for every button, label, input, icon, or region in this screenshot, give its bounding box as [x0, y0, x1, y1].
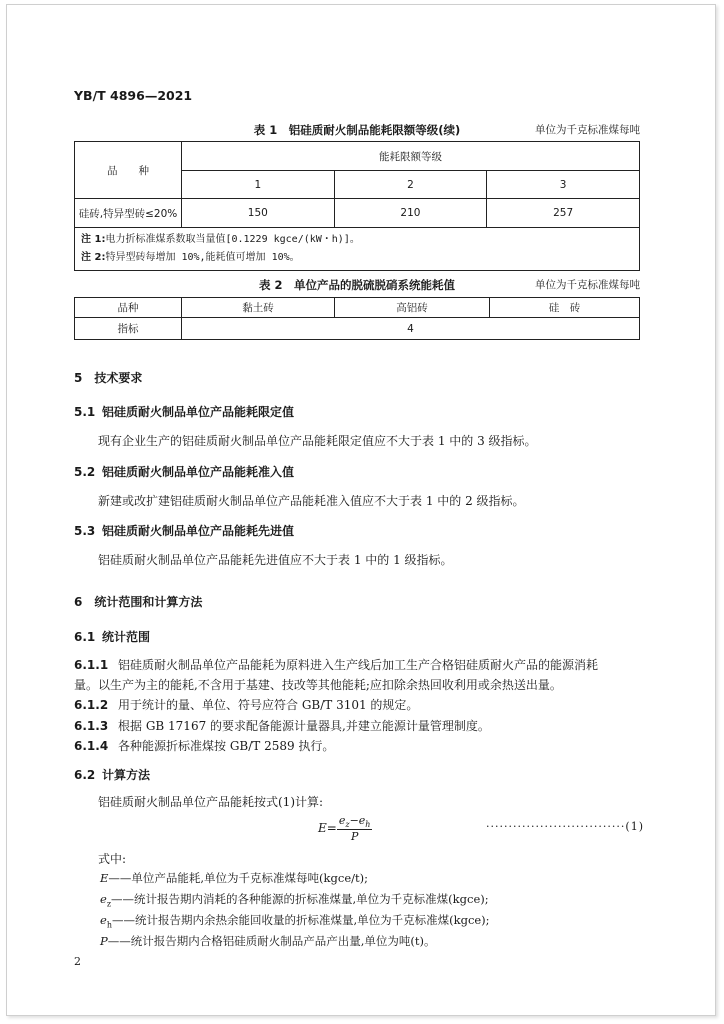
- table1-grade-1: 1: [182, 171, 335, 199]
- var-e: E——单位产品能耗,单位为千克标准煤每吨(kgce/t);: [100, 871, 368, 885]
- table1-note1-text: 电力折标准煤系数取当量值[0.1229 kgce/(kW・h)]。: [105, 234, 360, 245]
- formula-lhs: E=: [318, 821, 337, 836]
- table1-header-grade: 能耗限额等级: [182, 142, 640, 171]
- formula-1: [318, 814, 372, 843]
- formula-numerator: $e_z-e_h$: [338, 814, 371, 830]
- table1-notes: [75, 228, 640, 271]
- section-6-1-1-continued: 量。以生产为主的能耗,不含用于基建、技改等其他能耗;应扣除余热回收利用或余热送出量。: [74, 678, 562, 692]
- table1-note2-label: 注 2:: [81, 252, 106, 263]
- section-5-3-heading: 5.3 铝硅质耐火制品单位产品能耗先进值: [74, 524, 295, 538]
- section-5-2-heading: 5.2 铝硅质耐火制品单位产品能耗准入值: [74, 465, 295, 479]
- page-number: 2: [74, 955, 81, 968]
- table2-row-label: 指标: [75, 318, 182, 340]
- section-6-2-heading: 6.2 计算方法: [74, 768, 151, 782]
- table1-value-1: 150: [182, 199, 335, 228]
- section-6-2-text: 铝硅质耐火制品单位产品能耗按式(1)计算:: [98, 795, 324, 809]
- table1-value-2: 210: [334, 199, 487, 228]
- section-6-1-4: 6.1.4 各种能源折标准煤按 GB/T 2589 执行。: [74, 739, 335, 753]
- section-5-1-text: 现有企业生产的铝硅质耐火制品单位产品能耗限定值应不大于表 1 中的 3 级指标。: [98, 434, 537, 448]
- table1-header-variety: 品 种: [75, 142, 182, 199]
- table1-unit: 单位为千克标准煤每吨: [535, 124, 640, 136]
- var-ez: $e_z——$统计报告期内消耗的各种能源的折标准煤量,单位为千克标准煤(kgce);: [100, 892, 489, 909]
- formula-denominator: P: [350, 830, 359, 844]
- table1-caption: 表 1 铝硅质耐火制品能耗限额等级(续): [253, 123, 461, 137]
- section-5-heading: 5 技术要求: [74, 371, 143, 385]
- table2-head-silica: 硅 砖: [490, 298, 640, 318]
- var-p: P——统计报告期内合格铝硅质耐火制品产品产出量,单位为吨(t)。: [100, 934, 436, 948]
- table2-head-high-alumina: 高铝砖: [335, 298, 490, 318]
- where-label: 式中:: [98, 852, 127, 866]
- table2-head-variety: 品种: [75, 298, 182, 318]
- table2-row-value: 4: [182, 318, 640, 340]
- section-6-heading: 6 统计范围和计算方法: [74, 595, 203, 609]
- section-6-1-2: 6.1.2 用于统计的量、单位、符号应符合 GB/T 3101 的规定。: [74, 698, 419, 712]
- standard-code: YB/T 4896—2021: [74, 88, 193, 103]
- table1-row-name: 硅砖,特异型砖≤20%: [75, 199, 182, 228]
- table1-value-3: 257: [487, 199, 640, 228]
- table2-caption: 表 2 单位产品的脱硫脱硝系统能耗值: [258, 278, 455, 292]
- formula-fraction: [337, 814, 373, 843]
- table1-grade-2: 2: [334, 171, 487, 199]
- section-5-1-heading: 5.1 铝硅质耐火制品单位产品能耗限定值: [74, 405, 295, 419]
- table2-unit: 单位为千克标准煤每吨: [535, 279, 640, 291]
- section-5-3-text: 铝硅质耐火制品单位产品能耗先进值应不大于表 1 中的 1 级指标。: [98, 553, 453, 567]
- section-6-1-heading: 6.1 统计范围: [74, 630, 151, 644]
- table1-grade-3: 3: [487, 171, 640, 199]
- section-5-2-text: 新建或改扩建铝硅质耐火制品单位产品能耗准入值应不大于表 1 中的 2 级指标。: [98, 494, 525, 508]
- section-6-1-1: 6.1.1 铝硅质耐火制品单位产品能耗为原料进入生产线后加工生产合格铝硅质耐火产品的能源消耗: [74, 658, 599, 672]
- var-eh: $e_h——$统计报告期内余热余能回收量的折标准煤量,单位为千克标准煤(kgce);: [100, 913, 490, 930]
- formula-number: ·······························(1): [486, 820, 644, 833]
- table1: [74, 141, 640, 271]
- section-6-1-3: 6.1.3 根据 GB 17167 的要求配备能源计量器具,并建立能源计量管理制度。: [74, 719, 490, 733]
- table2: [74, 297, 640, 340]
- table2-head-clay: 黏土砖: [182, 298, 335, 318]
- table1-note1-label: 注 1:: [81, 234, 106, 245]
- table1-note2-text: 特异型砖每增加 10%,能耗值可增加 10%。: [105, 252, 300, 263]
